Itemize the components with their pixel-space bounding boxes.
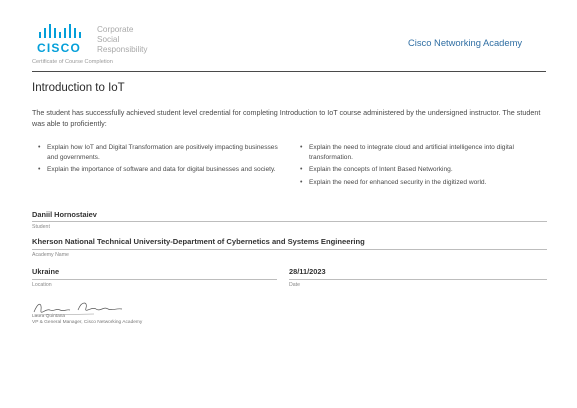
objectives-right-list [300,143,530,190]
academy-name: Cisco Networking Academy [408,37,523,48]
date-label: Date [289,282,300,288]
objectives-left-list [38,143,278,178]
csr-line-2: Social [97,35,120,44]
objective-text: Explain the importance of software and data for digital businesses and society. [47,166,276,173]
cisco-logo-icon [36,24,96,54]
csr-line-1: Corporate [97,25,134,34]
location-label: Location [32,282,52,288]
organization-line [32,249,547,250]
course-intro: The student has successfully achieved student level credential for completing Introduction to IoT course administered by the undersigned instructor. The student was able to proficiently: [32,108,541,128]
student-name-line [32,221,547,222]
country-line [32,279,277,280]
header-divider [32,71,546,72]
student-name: Daniil Hornostaiev [32,210,97,219]
bullet-icon: • [38,144,41,151]
brand-wordmark: CISCO [37,41,82,54]
certificate-label: Certificate of Course Completion [32,59,113,65]
organization-name: Kherson National Technical University-Department of Cybernetics and Systems Engineering [32,237,365,246]
objective-item [300,178,530,188]
csr-line-3: Responsibility [97,45,148,54]
objective-text: Explain how IoT and Digital Transformation are positively impacting businesses and governments. [47,144,278,161]
student-label: Student [32,224,50,230]
objective-item [300,143,530,162]
signer-title: VP & General Manager, Cisco Networking Academy [32,319,143,325]
bullet-icon: • [300,144,303,151]
csr-text [97,25,148,55]
objective-item [300,165,530,175]
bullet-icon: • [38,166,41,173]
objective-text: Explain the need to integrate cloud and artificial intelligence into digital transformation. [309,144,514,161]
country-value: Ukraine [32,267,60,276]
organization-label: Academy Name [32,252,69,258]
bullet-icon: • [300,178,303,186]
objective-text: Explain the need for enhanced security in the digitized world. [309,178,487,186]
bullet-icon: • [300,166,303,173]
objective-item [38,165,278,175]
signer-name: Laura Quintana [32,314,66,319]
signer-block [32,314,142,326]
date-line [289,279,547,280]
objective-text: Explain the concepts of Intent Based Networking. [309,166,453,173]
course-title: Introduction to IoT [32,82,125,94]
objective-item [38,143,278,162]
date-value: 28/11/2023 [289,267,326,276]
